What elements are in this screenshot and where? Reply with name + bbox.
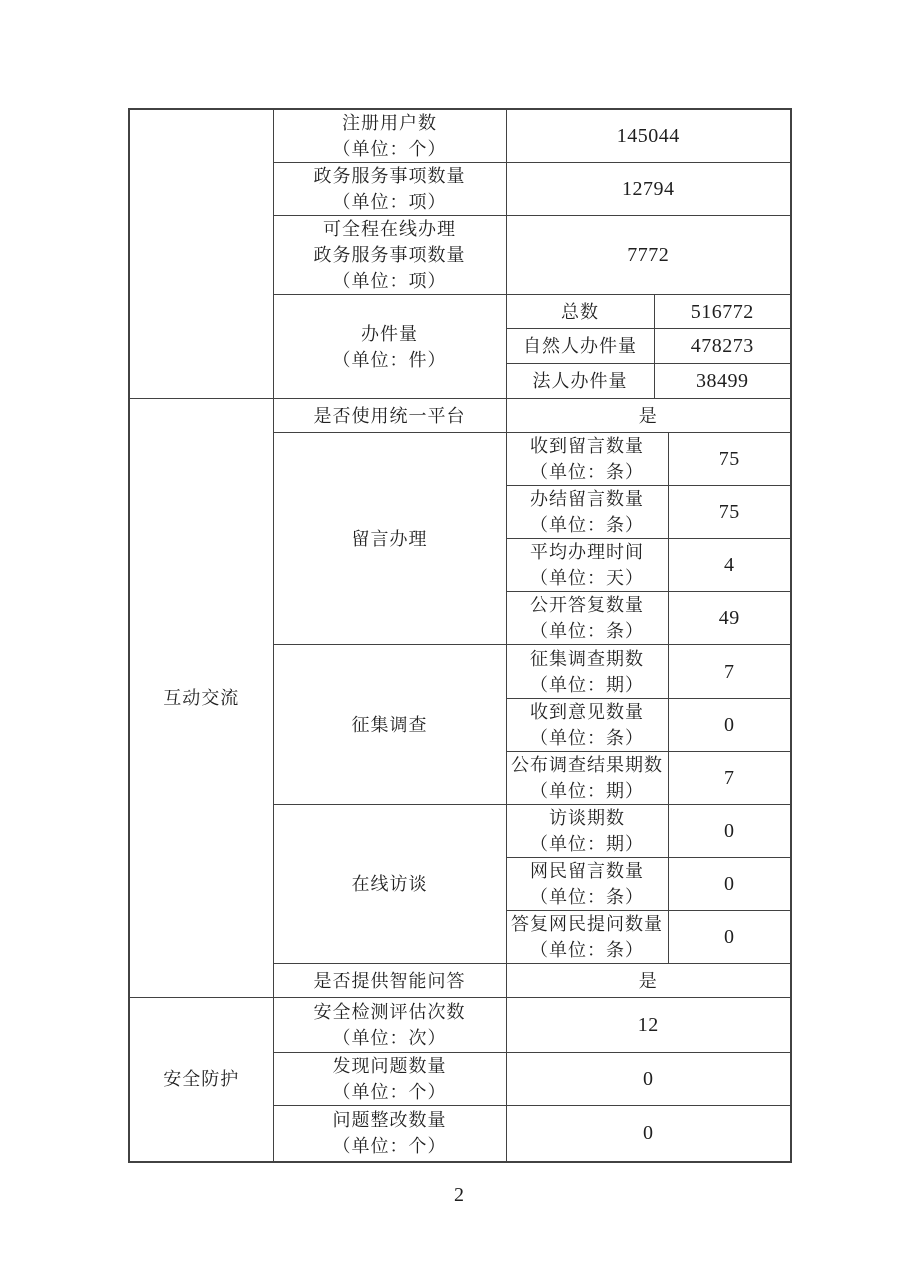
value-cell <box>506 109 791 163</box>
metric-label-line2: 政务服务事项数量 <box>313 245 466 265</box>
metric-cell <box>273 645 506 805</box>
submetric-name: 征集调查期数 <box>530 648 644 669</box>
submetric-cell <box>506 858 668 911</box>
submetric-unit: （单位：条） <box>530 621 644 641</box>
submetric-cell <box>506 699 668 752</box>
submetric-cell <box>506 645 668 699</box>
metric-label: 政务服务事项数量 <box>313 166 466 186</box>
submetric-name: 自然人办件量 <box>523 336 637 356</box>
metric-cell <box>273 216 506 295</box>
metric-unit: （单位：项） <box>332 192 447 212</box>
metric-unit: （单位：个） <box>332 1136 447 1157</box>
metric-label: 是否使用统一平台 <box>313 405 466 426</box>
submetric-cell <box>506 364 654 399</box>
value-cell <box>668 805 791 858</box>
value-cell <box>506 1053 791 1106</box>
value-cell <box>506 1106 791 1162</box>
report-table <box>128 108 792 1163</box>
metric-unit: （单位：件） <box>332 349 447 370</box>
metric-label: 在线访谈 <box>351 874 428 894</box>
submetric-unit: （单位：条） <box>530 887 644 907</box>
value-cell <box>668 858 791 911</box>
submetric-cell <box>506 805 668 858</box>
submetric-value: 49 <box>718 607 740 629</box>
submetric-name: 法人办件量 <box>532 371 628 391</box>
metric-cell <box>273 1053 506 1106</box>
metric-cell <box>273 433 506 645</box>
metric-cell <box>273 805 506 964</box>
submetric-value: 7 <box>724 660 735 683</box>
submetric-unit: （单位：条） <box>530 462 644 482</box>
submetric-name: 公布调查结果期数 <box>511 755 663 775</box>
submetric-value: 38499 <box>696 370 749 392</box>
metric-label: 留言办理 <box>351 528 428 549</box>
submetric-name: 公开答复数量 <box>530 595 644 615</box>
value-cell <box>668 486 791 539</box>
submetric-cell <box>506 592 668 645</box>
metric-unit: （单位：项） <box>332 271 447 291</box>
submetric-unit: （单位：期） <box>530 674 644 695</box>
value-cell <box>668 539 791 592</box>
submetric-value: 478273 <box>690 335 754 357</box>
submetric-value: 4 <box>724 554 735 576</box>
submetric-unit: （单位：条） <box>530 940 644 960</box>
submetric-value: 516772 <box>690 300 754 323</box>
submetric-unit: （单位：期） <box>530 781 644 801</box>
submetric-name: 访谈期数 <box>549 808 625 828</box>
value-cell <box>654 364 791 399</box>
metric-cell <box>273 163 506 216</box>
metric-label: 注册用户数 <box>342 113 437 133</box>
submetric-name: 平均办理时间 <box>530 542 644 562</box>
submetric-unit: （单位：条） <box>530 515 644 535</box>
metric-label: 问题整改数量 <box>332 1110 447 1131</box>
metric-value: 12 <box>637 1014 659 1036</box>
submetric-value: 75 <box>718 501 740 523</box>
submetric-cell <box>506 752 668 805</box>
submetric-cell <box>506 486 668 539</box>
submetric-name: 收到留言数量 <box>530 436 644 456</box>
value-cell <box>668 911 791 964</box>
submetric-unit: （单位：期） <box>530 834 644 854</box>
metric-label: 是否提供智能问答 <box>313 970 466 991</box>
value-cell <box>506 216 791 295</box>
category-cell-security <box>129 998 273 1162</box>
submetric-value: 75 <box>718 448 740 470</box>
metric-label: 办件量 <box>361 323 418 344</box>
metric-label: 发现问题数量 <box>332 1056 447 1076</box>
metric-value: 12794 <box>622 178 675 200</box>
submetric-cell <box>506 539 668 592</box>
submetric-name: 答复网民提问数量 <box>511 914 663 934</box>
metric-label: 可全程在线办理 <box>323 219 456 239</box>
value-cell <box>506 998 791 1053</box>
category-cell-blank <box>129 109 273 399</box>
metric-unit: （单位：次） <box>332 1028 447 1048</box>
submetric-cell <box>506 433 668 486</box>
metric-label: 征集调查 <box>351 714 428 735</box>
submetric-unit: （单位：天） <box>530 568 644 588</box>
value-cell <box>654 329 791 364</box>
value-cell <box>668 592 791 645</box>
value-cell <box>668 752 791 805</box>
submetric-value: 0 <box>724 926 735 948</box>
submetric-value: 0 <box>724 873 735 895</box>
value-cell <box>506 163 791 216</box>
metric-cell <box>273 399 506 433</box>
metric-value: 是 <box>638 405 658 426</box>
metric-cell <box>273 1106 506 1162</box>
value-cell <box>668 433 791 486</box>
value-cell <box>654 295 791 329</box>
submetric-name: 网民留言数量 <box>530 861 644 881</box>
submetric-value: 7 <box>724 767 735 789</box>
submetric-value: 0 <box>724 820 735 842</box>
category-cell-interaction <box>129 399 273 998</box>
metric-cell <box>273 109 506 163</box>
submetric-unit: （单位：条） <box>530 728 644 748</box>
value-cell <box>506 399 791 433</box>
value-cell <box>668 645 791 699</box>
metric-label: 安全检测评估次数 <box>313 1002 466 1022</box>
metric-unit: （单位：个） <box>332 1082 447 1102</box>
submetric-name: 办结留言数量 <box>530 489 644 509</box>
metric-unit: （单位：个） <box>332 139 447 159</box>
value-cell <box>668 699 791 752</box>
page-number: 2 <box>454 1184 464 1206</box>
metric-value: 0 <box>643 1122 654 1145</box>
submetric-cell <box>506 329 654 364</box>
submetric-cell <box>506 911 668 964</box>
metric-cell <box>273 998 506 1053</box>
value-cell <box>506 964 791 998</box>
submetric-value: 0 <box>724 714 735 736</box>
category-label: 安全防护 <box>163 1069 240 1090</box>
submetric-name: 收到意见数量 <box>530 702 644 722</box>
metric-value: 7772 <box>627 244 670 266</box>
category-label: 互动交流 <box>163 688 240 708</box>
metric-cell <box>273 295 506 399</box>
submetric-name: 总数 <box>561 301 599 322</box>
metric-cell <box>273 964 506 998</box>
submetric-cell <box>506 295 654 329</box>
metric-value: 0 <box>643 1068 654 1090</box>
metric-value: 是 <box>638 970 658 991</box>
metric-value: 145044 <box>616 125 680 147</box>
